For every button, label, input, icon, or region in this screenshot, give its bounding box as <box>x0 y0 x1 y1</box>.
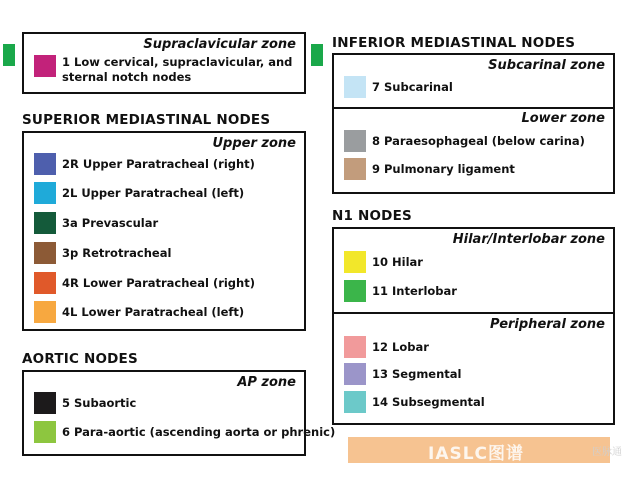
legend-item-5 <box>34 392 136 414</box>
legend-item-label: 8 Paraesophageal (below carina) <box>372 134 585 148</box>
legend-item-14 <box>344 391 485 413</box>
color-swatch <box>34 272 56 294</box>
watermark-text: IASLC图谱 <box>428 444 525 464</box>
color-swatch <box>34 182 56 204</box>
zone-divider <box>334 312 613 314</box>
legend-item-2R <box>34 153 255 175</box>
legend-item-6 <box>34 421 335 443</box>
superior-box <box>22 131 306 331</box>
zone-divider <box>334 107 613 109</box>
color-swatch <box>34 392 56 414</box>
color-swatch <box>344 130 366 152</box>
legend-item-label: sternal notch nodes <box>62 70 192 84</box>
color-swatch <box>34 153 56 175</box>
n1-section-title: N1 NODES <box>332 208 412 224</box>
aortic-section-title: AORTIC NODES <box>22 351 138 367</box>
legend-item-9 <box>344 158 515 180</box>
color-swatch <box>344 391 366 413</box>
legend-item-label: 10 Hilar <box>372 255 423 269</box>
legend-item-label: 9 Pulmonary ligament <box>372 162 515 176</box>
legend-item-3p <box>34 242 171 264</box>
legend-item-label: 12 Lobar <box>372 340 429 354</box>
n1-box <box>332 227 615 425</box>
legend-item-13 <box>344 363 462 385</box>
supraclavicular-zone-title: Supraclavicular zone <box>143 37 296 52</box>
legend-item-4R <box>34 272 255 294</box>
legend-item-label: 14 Subsegmental <box>372 395 485 409</box>
legend-item-label: 2R Upper Paratracheal (right) <box>62 157 255 171</box>
color-swatch <box>344 363 366 385</box>
inferior-section-title: INFERIOR MEDIASTINAL NODES <box>332 35 576 51</box>
legend-item-11 <box>344 280 457 302</box>
color-swatch <box>34 301 56 323</box>
inferior-box <box>332 53 615 194</box>
legend-item-12 <box>344 336 429 358</box>
color-swatch <box>344 336 366 358</box>
legend-item-label: 6 Para-aortic (ascending aorta or phrenic) <box>62 425 336 439</box>
subcarinal-zone-title: Subcarinal zone <box>488 58 605 73</box>
supraclavicular-box <box>22 32 306 94</box>
legend-item-label: 13 Segmental <box>372 367 462 381</box>
color-swatch <box>344 158 366 180</box>
legend-item-10 <box>344 251 423 273</box>
legend-item-7 <box>344 76 453 98</box>
color-swatch <box>34 212 56 234</box>
legend-item-4L <box>34 301 244 323</box>
legend-item-8 <box>344 130 585 152</box>
legend-item-label: 1 Low cervical, supraclavicular, and <box>62 55 293 69</box>
color-swatch <box>344 280 366 302</box>
ap-zone-title: AP zone <box>237 375 296 390</box>
color-swatch <box>34 242 56 264</box>
legend-item-label: 11 Interlobar <box>372 284 457 298</box>
legend-item-label: 5 Subaortic <box>62 396 137 410</box>
color-swatch <box>344 251 366 273</box>
superior-section-title: SUPERIOR MEDIASTINAL NODES <box>22 112 271 128</box>
watermark-small-mark: 医脉通 <box>592 447 622 458</box>
color-swatch <box>344 76 366 98</box>
color-swatch <box>34 55 56 77</box>
upper-zone-title: Upper zone <box>212 136 296 151</box>
right-green-tab <box>311 44 323 66</box>
legend-item-label: 4R Lower Paratracheal (right) <box>62 276 255 290</box>
legend-item-label: 7 Subcarinal <box>372 80 453 94</box>
color-swatch <box>34 421 56 443</box>
legend-item-2L <box>34 182 244 204</box>
legend-item-label: 2L Upper Paratracheal (left) <box>62 186 245 200</box>
legend-item-1 <box>34 55 292 85</box>
legend-item-label: 3a Prevascular <box>62 216 159 230</box>
hilar-zone-title: Hilar/Interlobar zone <box>452 232 605 247</box>
left-green-tab <box>3 44 15 66</box>
legend-item-label: 4L Lower Paratracheal (left) <box>62 305 245 319</box>
aortic-box <box>22 370 336 456</box>
legend-item-label: 3p Retrotracheal <box>62 246 172 260</box>
legend-item-3a <box>34 212 158 234</box>
peripheral-zone-title: Peripheral zone <box>490 317 605 332</box>
lower-zone-title: Lower zone <box>521 111 605 126</box>
